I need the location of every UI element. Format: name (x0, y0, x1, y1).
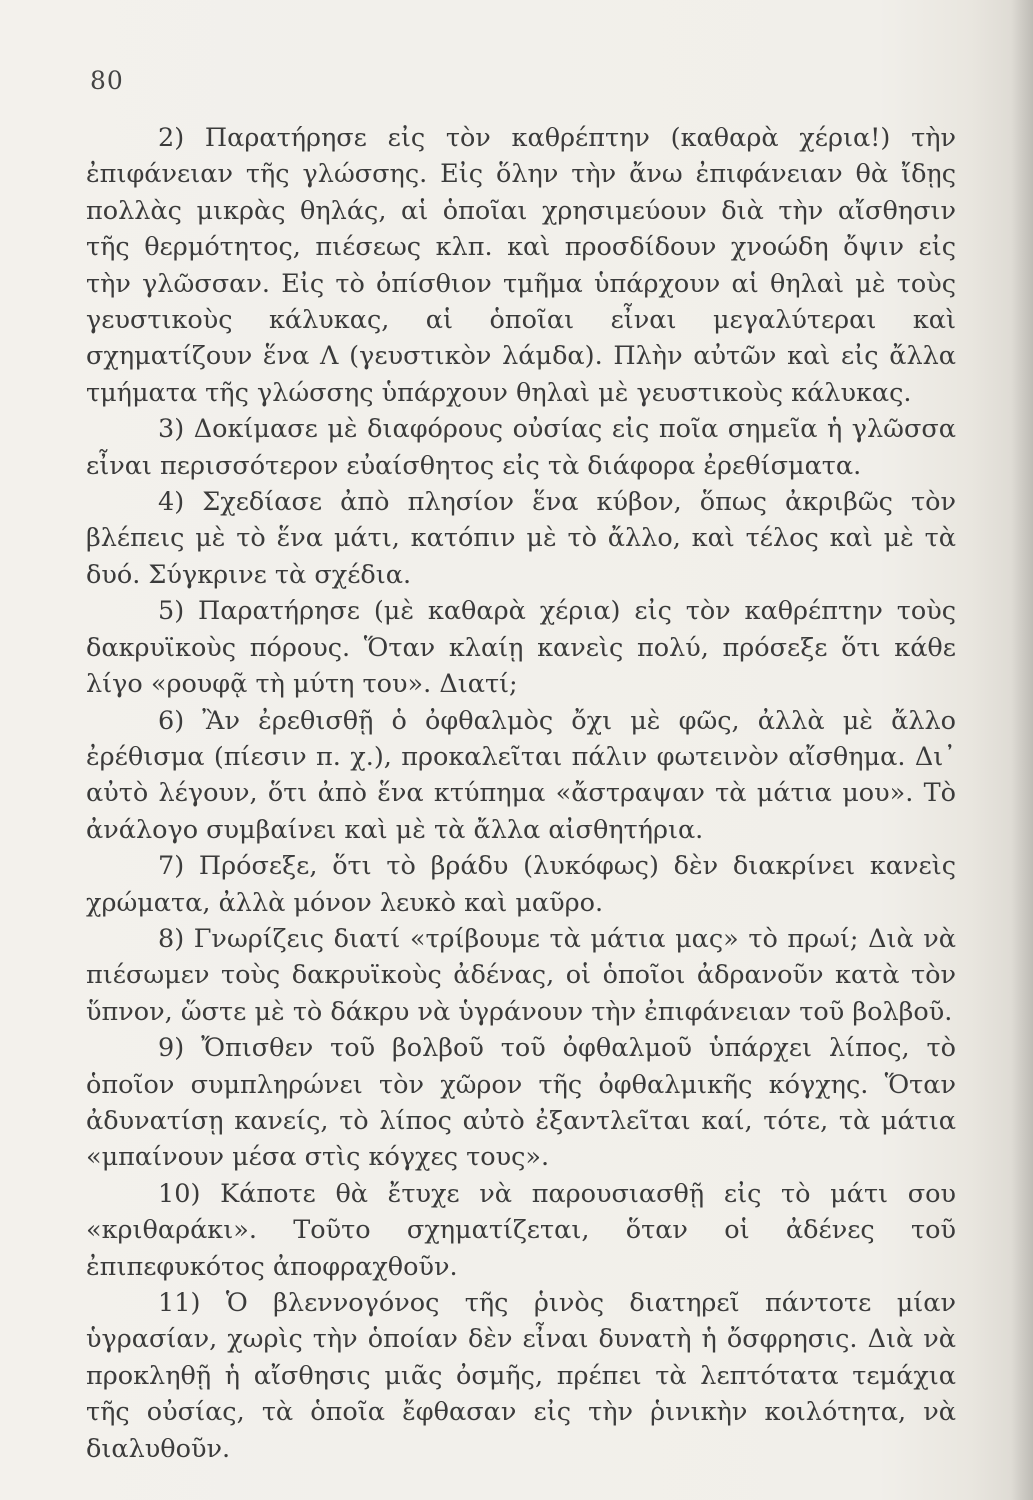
paragraph-11: 11) Ὁ βλεννογόνος τῆς ῥινὸς διατηρεῖ πάντοτε μίαν ὑγρασίαν, χωρὶς τὴν ὁποίαν δὲν εἶναι δυνατὴ ἡ ὄσφρησις. Διὰ νὰ προκληθῇ ἡ αἴσθησις μιᾶς ὀσμῆς, πρέπει τὰ λεπτότατα τεμάχια τῆς οὐσίας, τὰ ὁποῖα ἔφθασαν εἰς τὴν ῥινικὴν κοιλότητα, νὰ διαλυθοῦν. (86, 1288, 956, 1464)
paragraph-2: 2) Παρατήρησε εἰς τὸν καθρέπτην (καθαρὰ χέρια!) τὴν ἐπιφάνειαν τῆς γλώσσης. Εἰς ὅλην τὴν ἄνω ἐπιφάνειαν θὰ ἴδῃς πολλὰς μικρὰς θηλάς, αἱ ὁποῖαι χρησιμεύουν διὰ τὴν αἴσθησιν τῆς θερμότητος, πιέσεως κλπ. καὶ προσδίδουν χνοώδη ὄψιν εἰς τὴν γλῶσσαν. Εἰς τὸ ὀπίσθιον τμῆμα ὑπάρχουν αἱ θηλαὶ μὲ τοὺς γευστικοὺς κάλυκας, αἱ ὁποῖαι εἶναι μεγαλύτεραι καὶ σχηματίζουν ἕνα Λ (γευστικὸν λάμδα). Πλὴν αὐτῶν καὶ εἰς ἄλλα τμήματα τῆς γλώσσης ὑπάρχουν θηλαὶ μὲ γευστικοὺς κάλυκας. (86, 123, 956, 408)
page-edge-shadow (1011, 0, 1033, 1500)
paragraph-8: 8) Γνωρίζεις διατί «τρίβουμε τὰ μάτια μας» τὸ πρωί; Διὰ νὰ πιέσωμεν τοὺς δακρυϊκοὺς ἀδένας, οἱ ὁποῖοι ἀδρανοῦν κατὰ τὸν ὕπνον, ὥστε μὲ τὸ δάκρυ νὰ ὑγράνουν τὴν ἐπιφάνειαν τοῦ βολβοῦ. (86, 923, 956, 1027)
paragraph-3: 3) Δοκίμασε μὲ διαφόρους οὐσίας εἰς ποῖα σημεῖα ἡ γλῶσσα εἶναι περισσότερον εὐαίσθητος εἰς τὰ διάφορα ἐρεθίσματα. (86, 414, 956, 481)
body-text (86, 120, 956, 1467)
paragraph-7: 7) Πρόσεξε, ὅτι τὸ βράδυ (λυκόφως) δὲν διακρίνει κανεὶς χρώματα, ἀλλὰ μόνον λευκὸ καὶ μαῦρο. (86, 851, 956, 918)
paragraph-4: 4) Σχεδίασε ἀπὸ πλησίον ἕνα κύβον, ὅπως ἀκριβῶς τὸν βλέπεις μὲ τὸ ἕνα μάτι, κατόπιν μὲ τὸ ἄλλο, καὶ τέλος καὶ μὲ τὰ δυό. Σύγκρινε τὰ σχέδια. (86, 487, 956, 590)
paragraph-5: 5) Παρατήρησε (μὲ καθαρὰ χέρια) εἰς τὸν καθρέπτην τοὺς δακρυϊκοὺς πόρους. Ὅταν κλαίῃ κανεὶς πολύ, πρόσεξε ὅτι κάθε λίγο «ρουφᾷ τὴ μύτη του». Διατί; (86, 596, 956, 700)
paragraph-6: 6) Ἂν ἐρεθισθῇ ὁ ὀφθαλμὸς ὄχι μὲ φῶς, ἀλλὰ μὲ ἄλλο ἐρέθισμα (πίεσιν π. χ.), προκαλεῖται πάλιν φωτεινὸν αἴσθημα. Δι᾿ αὐτὸ λέγουν, ὅτι ἀπὸ ἕνα κτύπημα «ἄστραψαν τὰ μάτια μου». Τὸ ἀνάλογο συμβαίνει καὶ μὲ τὰ ἄλλα αἰσθητήρια. (86, 705, 956, 845)
paragraph-9: 9) Ὄπισθεν τοῦ βολβοῦ τοῦ ὀφθαλμοῦ ὑπάρχει λίπος, τὸ ὁποῖον συμπληρώνει τὸν χῶρον τῆς ὀφθαλμικῆς κόγχης. Ὅταν ἀδυνατίσῃ κανείς, τὸ λίπος αὐτὸ ἐξαντλεῖται καί, τότε, τὰ μάτια «μπαίνουν μέσα στὶς κόγχες τους». (86, 1033, 956, 1173)
paragraph-10: 10) Κάποτε θὰ ἔτυχε νὰ παρουσιασθῇ εἰς τὸ μάτι σου «κριθαράκι». Τοῦτο σχηματίζεται, ὅταν οἱ ἀδένες τοῦ ἐπιπεφυκότος ἀποφραχθοῦν. (86, 1178, 956, 1282)
page-number: 80 (90, 66, 124, 95)
